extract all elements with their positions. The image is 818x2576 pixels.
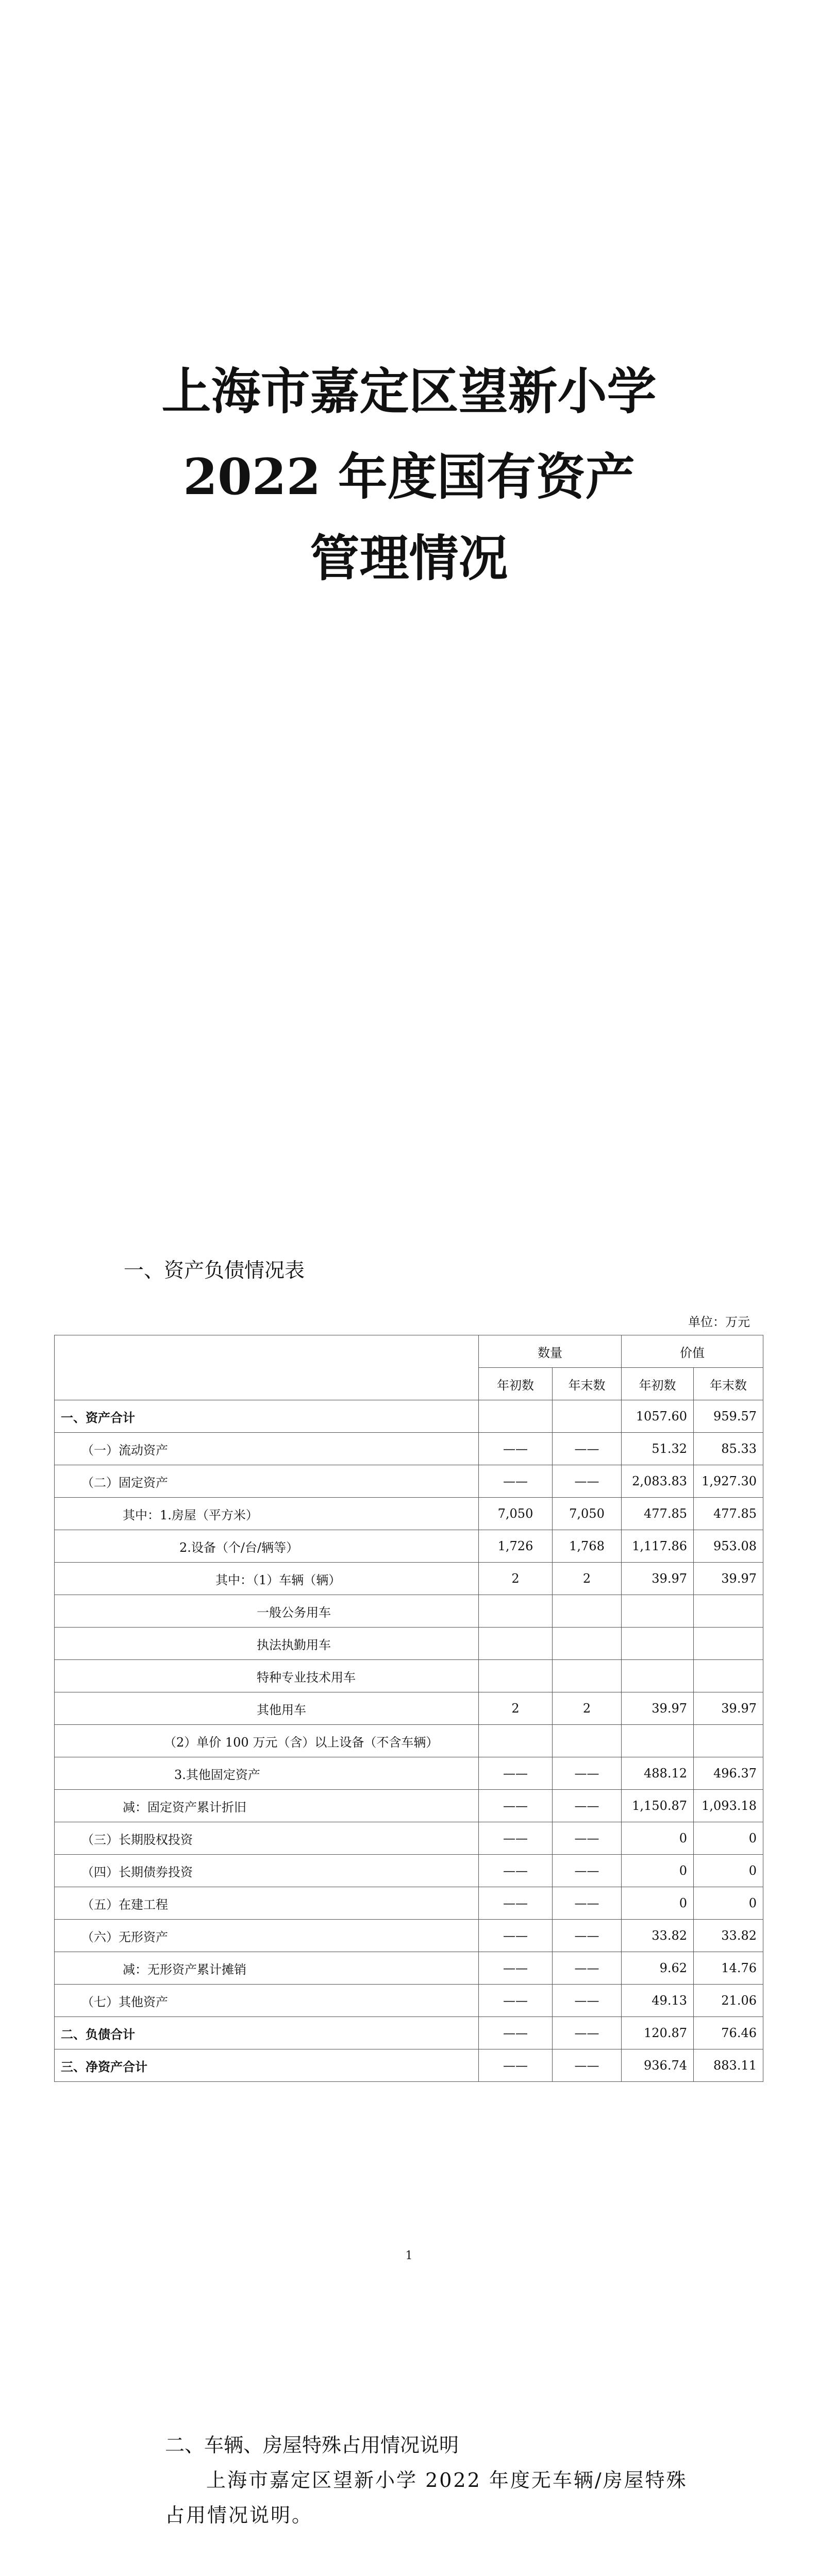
table-row: [55, 1530, 763, 1563]
row-label: （二）固定资产: [55, 1465, 479, 1498]
row-label: 一、资产合计: [55, 1400, 479, 1433]
row-val-end: 883.11: [694, 2049, 763, 2082]
row-val-begin: 33.82: [622, 1920, 694, 1952]
table-row: [55, 1920, 763, 1952]
row-val-end: 1,093.18: [694, 1790, 763, 1822]
row-val-begin: 477.85: [622, 1498, 694, 1530]
table-row: [55, 1660, 763, 1692]
header-val-end: 年末数: [694, 1368, 763, 1400]
row-qty-begin: ——: [479, 1757, 553, 1790]
special-use-text: 上海市嘉定区望新小学 2022 年度无车辆/房屋特殊占用情况说明。: [165, 2469, 688, 2527]
row-qty-end: ——: [553, 1855, 622, 1887]
row-qty-begin: 1,726: [479, 1530, 553, 1563]
table-row: [55, 1757, 763, 1790]
table-row: [55, 2017, 763, 2049]
row-qty-begin: ——: [479, 2017, 553, 2049]
row-val-begin: 1,117.86: [622, 1530, 694, 1563]
row-label: 3.其他固定资产: [55, 1757, 479, 1790]
table-row: [55, 1822, 763, 1855]
row-qty-end: 2: [553, 1563, 622, 1595]
row-label: 特种专业技术用车: [55, 1660, 479, 1692]
row-qty-end: [553, 1628, 622, 1660]
row-val-begin: 1,150.87: [622, 1790, 694, 1822]
row-label: （2）单价 100 万元（含）以上设备（不含车辆）: [55, 1725, 479, 1757]
header-blank-cell: [55, 1335, 479, 1400]
row-label: （五）在建工程: [55, 1887, 479, 1920]
row-val-end: [694, 1725, 763, 1757]
row-qty-begin: ——: [479, 1465, 553, 1498]
page-number-1: 1: [405, 2249, 413, 2262]
row-val-end: 477.85: [694, 1498, 763, 1530]
cover-title-line3: 管理情况: [310, 529, 508, 587]
row-val-begin: 39.97: [622, 1692, 694, 1725]
row-qty-end: 7,050: [553, 1498, 622, 1530]
row-label: 二、负债合计: [55, 2017, 479, 2049]
row-qty-begin: 2: [479, 1563, 553, 1595]
row-label: 一般公务用车: [55, 1595, 479, 1628]
row-qty-end: ——: [553, 1822, 622, 1855]
row-qty-end: [553, 1725, 622, 1757]
row-label: 减：无形资产累计摊销: [55, 1952, 479, 1985]
row-label: 减：固定资产累计折旧: [55, 1790, 479, 1822]
table-row: [55, 1595, 763, 1628]
row-label: （三）长期股权投资: [55, 1822, 479, 1855]
row-label: 三、净资产合计: [55, 2049, 479, 2082]
row-qty-end: [553, 1660, 622, 1692]
row-qty-begin: [479, 1725, 553, 1757]
section-heading-special-use: 二、车辆、房屋特殊占用情况说明: [165, 2434, 459, 2456]
row-qty-end: ——: [553, 1887, 622, 1920]
row-val-begin: [622, 1595, 694, 1628]
row-qty-begin: 2: [479, 1692, 553, 1725]
row-label: 2.设备（个/台/辆等）: [55, 1530, 479, 1563]
row-qty-begin: [479, 1595, 553, 1628]
header-qty-begin: 年初数: [479, 1368, 553, 1400]
row-val-end: 21.06: [694, 1985, 763, 2017]
row-val-end: 76.46: [694, 2017, 763, 2049]
row-val-begin: 2,083.83: [622, 1465, 694, 1498]
table-header-row: [55, 1335, 763, 1368]
row-qty-begin: ——: [479, 1985, 553, 2017]
row-qty-end: [553, 1595, 622, 1628]
row-val-end: 39.97: [694, 1692, 763, 1725]
table-row: [55, 1790, 763, 1822]
row-label: （一）流动资产: [55, 1433, 479, 1465]
row-label: 其他用车: [55, 1692, 479, 1725]
table-row: [55, 1855, 763, 1887]
row-qty-begin: ——: [479, 1855, 553, 1887]
row-val-end: [694, 1628, 763, 1660]
row-label: （六）无形资产: [55, 1920, 479, 1952]
row-val-begin: 0: [622, 1855, 694, 1887]
cover-title-line1: 上海市嘉定区望新小学: [161, 362, 657, 420]
header-value: 价值: [622, 1335, 763, 1368]
special-use-paragraph: [165, 2463, 698, 2533]
cover-title-line2: 2022 年度国有资产: [183, 448, 635, 506]
row-val-begin: 120.87: [622, 2017, 694, 2049]
row-val-end: 39.97: [694, 1563, 763, 1595]
row-label: 执法执勤用车: [55, 1628, 479, 1660]
row-qty-begin: 7,050: [479, 1498, 553, 1530]
row-qty-begin: [479, 1400, 553, 1433]
table-row: [55, 1498, 763, 1530]
row-val-begin: 1057.60: [622, 1400, 694, 1433]
row-val-end: 496.37: [694, 1757, 763, 1790]
section-heading-balance-sheet: 一、资产负债情况表: [124, 1259, 305, 1282]
row-val-begin: 0: [622, 1822, 694, 1855]
table-row: [55, 1563, 763, 1595]
row-qty-begin: [479, 1660, 553, 1692]
row-val-begin: [622, 1725, 694, 1757]
row-val-begin: 49.13: [622, 1985, 694, 2017]
row-qty-end: 1,768: [553, 1530, 622, 1563]
row-qty-begin: ——: [479, 2049, 553, 2082]
row-val-begin: 39.97: [622, 1563, 694, 1595]
row-qty-end: ——: [553, 1757, 622, 1790]
row-val-begin: 51.32: [622, 1433, 694, 1465]
asset-liability-table: [54, 1335, 763, 2082]
row-qty-begin: ——: [479, 1952, 553, 1985]
row-val-begin: 488.12: [622, 1757, 694, 1790]
row-qty-begin: ——: [479, 1822, 553, 1855]
row-qty-end: ——: [553, 1790, 622, 1822]
row-qty-begin: ——: [479, 1920, 553, 1952]
row-val-end: [694, 1595, 763, 1628]
row-qty-end: ——: [553, 1465, 622, 1498]
row-qty-end: ——: [553, 1952, 622, 1985]
table-row: [55, 2049, 763, 2082]
row-val-end: 953.08: [694, 1530, 763, 1563]
row-val-begin: 9.62: [622, 1952, 694, 1985]
row-qty-end: ——: [553, 1985, 622, 2017]
header-qty-end: 年末数: [553, 1368, 622, 1400]
table-row: [55, 1887, 763, 1920]
row-label: 其中：1.房屋（平方米）: [55, 1498, 479, 1530]
table-row: [55, 1952, 763, 1985]
row-val-end: 959.57: [694, 1400, 763, 1433]
table-row: [55, 1725, 763, 1757]
row-qty-begin: ——: [479, 1433, 553, 1465]
row-val-end: 85.33: [694, 1433, 763, 1465]
table-row: [55, 1985, 763, 2017]
unit-label: 单位：万元: [688, 1315, 750, 1329]
row-label: （七）其他资产: [55, 1985, 479, 2017]
row-val-end: [694, 1660, 763, 1692]
row-val-begin: [622, 1628, 694, 1660]
row-val-end: 33.82: [694, 1920, 763, 1952]
row-val-begin: [622, 1660, 694, 1692]
row-val-end: 0: [694, 1822, 763, 1855]
row-label: 其中：（1）车辆（辆）: [55, 1563, 479, 1595]
row-qty-end: ——: [553, 2049, 622, 2082]
table-row: [55, 1628, 763, 1660]
row-val-end: 1,927.30: [694, 1465, 763, 1498]
row-qty-end: ——: [553, 2017, 622, 2049]
table-row: [55, 1433, 763, 1465]
row-val-end: 0: [694, 1855, 763, 1887]
row-qty-end: 2: [553, 1692, 622, 1725]
row-val-begin: 0: [622, 1887, 694, 1920]
table-row: [55, 1692, 763, 1725]
row-qty-end: ——: [553, 1920, 622, 1952]
header-quantity: 数量: [479, 1335, 622, 1368]
row-val-end: 14.76: [694, 1952, 763, 1985]
row-val-end: 0: [694, 1887, 763, 1920]
row-qty-end: [553, 1400, 622, 1433]
row-val-begin: 936.74: [622, 2049, 694, 2082]
row-qty-begin: ——: [479, 1790, 553, 1822]
header-val-begin: 年初数: [622, 1368, 694, 1400]
row-qty-end: ——: [553, 1433, 622, 1465]
row-qty-begin: ——: [479, 1887, 553, 1920]
table-row: [55, 1400, 763, 1433]
row-qty-begin: [479, 1628, 553, 1660]
table-row: [55, 1465, 763, 1498]
row-label: （四）长期债券投资: [55, 1855, 479, 1887]
